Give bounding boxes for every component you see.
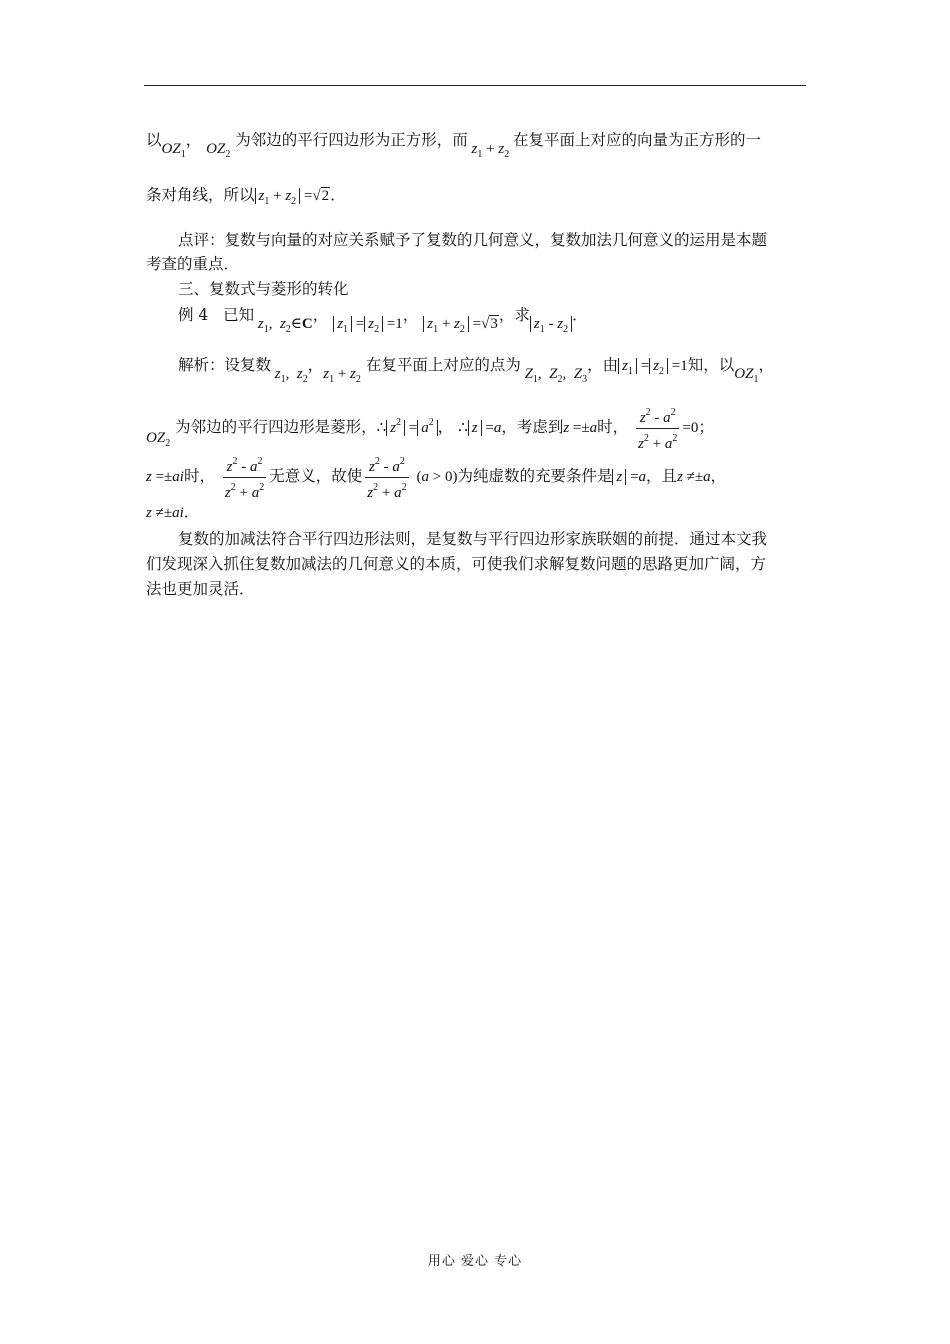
math-points-z1-z2-z3: $Z_1$, $Z_2$, $Z_3$: [520, 366, 588, 385]
math-abs-sum-sqrt3: $z_1 + z_2 =√3$: [423, 316, 499, 332]
math-fraction: $\frac{z^2 - a^2}{z^2 + a^2}$: [362, 469, 411, 485]
solution-line-3: z =±ai时， $\frac{z^2 - a^2}{z^2 + a^2}$ 无意义，故使 $\frac{z^2 - a^2}{z^2 + a^2}$ (a > 0)为纯虚数的充要条件是 z =a，且z ≠±a，: [146, 452, 726, 503]
math-fraction: $\frac{z^2 - a^2}{z^2 + a^2}$: [220, 469, 269, 485]
conclusion-line-3: 法也更加灵活．: [146, 580, 255, 598]
math-z1-z2-in-c: $z_1$, $z_2\in C$: [254, 316, 313, 335]
math-a-gt-zero: (a > 0): [416, 468, 458, 485]
math-z-neq-pm-ai: z ≠±ai: [146, 505, 184, 521]
comment-line-2: 考查的重点．: [146, 255, 240, 273]
math-z-neq-pm-a: z ≠±a: [677, 468, 711, 485]
conclusion-line-1: 复数的加减法符合平行四边形法则，是复数与平行四边形家族联姻的前提．通过本文我: [178, 530, 768, 548]
math-z1-plus-z2: $z_1 + z_2$: [467, 141, 510, 160]
math-abs-z2-eq-a2: $z^2 = a^2$: [386, 420, 438, 436]
math-z-eq-pm-ai: z =±ai: [146, 468, 184, 485]
math-z1-z2: $z_1$, $z_2$: [271, 366, 308, 385]
math-abs-z-eq-a: z =a: [468, 420, 502, 436]
math-z-eq-pm-a: z =±a: [563, 419, 598, 436]
solution-line-2: $OZ_2$ 为邻边的平行四边形是菱形，∴ $z^2 = a^2$ ， ∴ z =a，考虑到z =±a时， $\frac{z^2 - a^2}{z^2 + a^2}$ =0；: [146, 403, 714, 454]
solution-line-1: 解析：设复数 $z_1$, $z_2$，$z_1 + z_2$ 在复平面上对应的点为 $Z_1$, $Z_2$, $Z_3$，由 $z_1 = z_2 =1$知，以$OZ_1$，: [178, 356, 774, 385]
conclusion-line-2: 们发现深入抓住复数加减法的几何意义的本质，可使我们求解复数问题的思路更加广阔，方: [146, 555, 767, 573]
math-abs-diff: $z_1 - z_2$: [530, 316, 572, 332]
math-abs-sum-sqrt2: $z_1 + z_2 =√2$: [255, 187, 331, 204]
math-oz2: $OZ_2$: [206, 141, 231, 160]
math-fraction-equals-zero: $\frac{z^2 - a^2}{z^2 + a^2}$ =0: [633, 420, 698, 436]
section-heading-3: 三、复数式与菱形的转化: [178, 280, 349, 298]
math-abs-z-eq-a: z =a: [612, 469, 646, 485]
header-rule: [144, 85, 806, 86]
page-footer: 用心 爱心 专心: [427, 1254, 523, 1269]
math-oz1: $OZ_1$: [161, 141, 186, 160]
math-abs-equal-one: $z_1 = z_2 =1$: [618, 358, 688, 374]
math-z1-plus-z2: $z_1 + z_2$: [323, 366, 361, 385]
text-line-2: 条对角线，所以 $z_1 + z_2 =√2$．: [146, 186, 346, 207]
comment-line-1: 点评：复数与向量的对应关系赋予了复数的几何意义，复数加法几何意义的运用是本题: [178, 231, 768, 249]
math-abs-equal-one: $z_1 = z_2 =1$: [333, 316, 403, 332]
math-oz1: $OZ_1$: [734, 366, 759, 385]
text-line-1: 以$OZ_1$， $OZ_2$ 为邻边的平行四边形为正方形，而 $z_1 + z_2$ 在复平面上对应的向量为正方形的一: [146, 131, 761, 160]
math-oz2: $OZ_2$: [146, 429, 171, 449]
solution-line-4: z ≠±ai．: [146, 503, 200, 521]
example-4: 例 4 已知 $z_1$, $z_2\in C$， $z_1 = z_2 =1$， $z_1 + z_2 =√3$，求 $z_1 - z_2$．: [178, 306, 588, 335]
